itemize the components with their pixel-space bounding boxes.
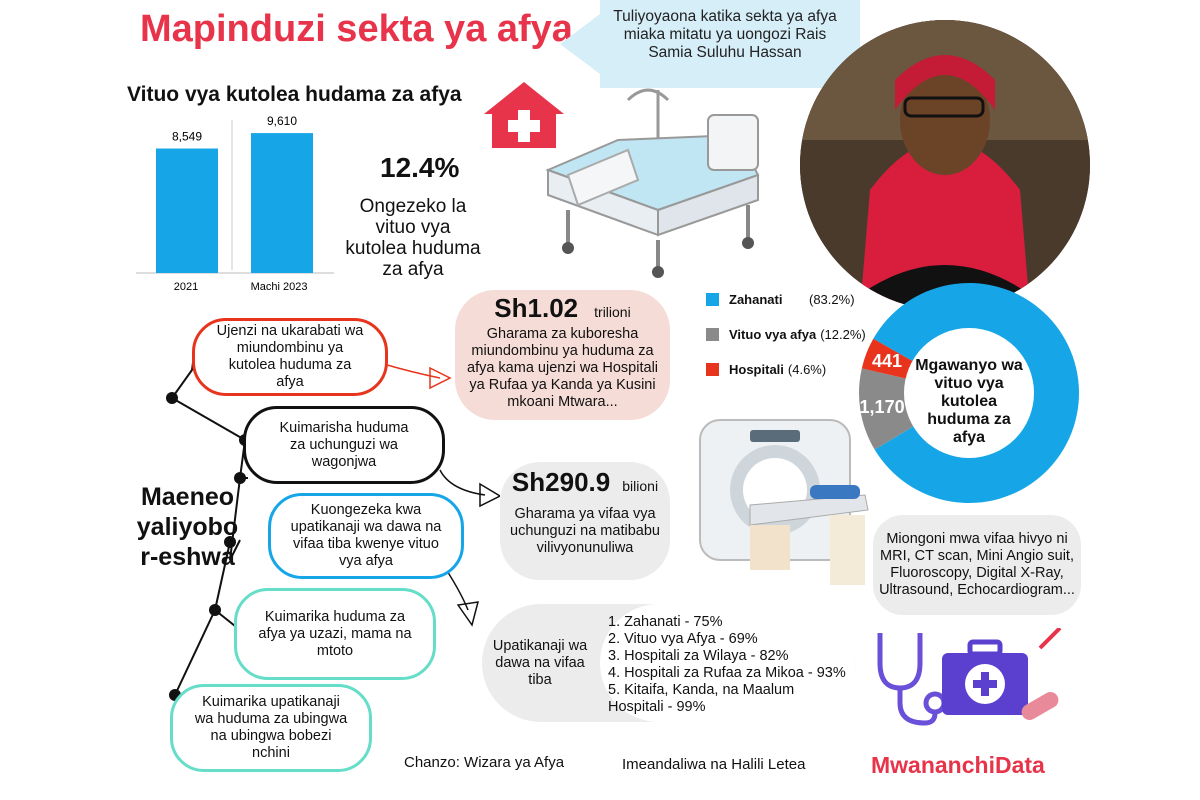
infra-unit: trilioni (594, 304, 631, 320)
area-label: Kuimarika huduma za afya ya uzazi, mama na mtoto (258, 608, 412, 659)
legend-percent: (83.2%) (809, 292, 855, 307)
quote-bubble (560, 0, 860, 88)
area-label: Kuongezeka kwa upatikanaji wa dawa na vifaa tiba kwenye vituo vya afya (290, 502, 442, 569)
legend-item (706, 292, 866, 307)
donut-legend (706, 292, 866, 377)
area-pill-specialist (170, 684, 372, 772)
area-pill-medicines (268, 493, 464, 579)
legend-percent: (4.6%) (787, 362, 827, 377)
availability-item: 1. Zahanati - 75% (608, 614, 723, 630)
page-title: Mapinduzi sekta ya afya (140, 8, 573, 50)
slice-label: 441 (871, 351, 903, 372)
medical-kit-icon (942, 642, 1028, 715)
slice-label: 1,170 (859, 396, 905, 417)
legend-percent: (12.2%) (820, 327, 866, 342)
source-note: Chanzo: Wizara ya Afya (404, 754, 565, 771)
bar-value-label: 9,610 (266, 114, 298, 129)
bar-chart (136, 110, 336, 300)
equip-description: Gharama ya vifaa vya uchunguzi na matibabu vilivyonunuliwa (510, 506, 660, 556)
infra-amount: Sh1.02 (494, 293, 579, 323)
legend-swatch (706, 328, 719, 341)
equip-unit: bilioni (622, 478, 659, 494)
bar-2021 (156, 149, 218, 273)
brand-logo: MwananchiData (871, 752, 1045, 778)
area-pill-maternal (234, 588, 436, 680)
area-label: Kuimarika upatikanaji wa huduma za ubingwa na ubingwa bobezi nchini (194, 694, 348, 761)
legend-item (706, 327, 866, 342)
bar-chart-title: Vituo vya kutolea hudama za afya (127, 83, 462, 106)
legend-swatch (706, 363, 719, 376)
growth-percent: 12.4% (380, 152, 460, 183)
infra-description: Gharama za kuboresha miundombinu ya huduma za afya kama ujenzi wa Hospitali ya Rufaa ya Kanda ya Kusini mkoani Mtwara... (467, 326, 659, 410)
legend-label: Vituo vya afya (729, 327, 817, 342)
bar-value-label: 8,549 (171, 129, 203, 144)
area-label: Ujenzi na ukarabati wa miundombinu ya kutolea huduma za afya (216, 323, 364, 390)
legend-swatch (706, 293, 719, 306)
bar-category-label: 2021 (173, 281, 199, 293)
area-pill-diagnostics (243, 406, 445, 484)
equip-funding-bubble (500, 462, 670, 580)
prepared-by: Imeandaliwa na Halili Letea (622, 756, 806, 773)
quote-text: Tuliyoyaona katika sekta ya afya miaka mitatu ya uongozi Rais Samia Suluhu Hassan (613, 8, 837, 61)
mri-scanner-icon (690, 415, 870, 590)
bar-category-label: Machi 2023 (250, 281, 308, 293)
bar-machi-2023 (251, 133, 313, 273)
availability-item: 5. Kitaifa, Kanda, na Maalum Hospitali - 99% (608, 682, 795, 715)
legend-item (706, 362, 866, 377)
legend-label: Zahanati (729, 292, 783, 307)
stethoscope-icon (880, 633, 944, 723)
donut-center-label: Mgawanyo wa vituo vya kutolea huduma za afya (915, 357, 1023, 446)
areas-heading: Maeneo yaliyobor-eshwa (136, 483, 239, 571)
medical-icons (870, 628, 1070, 733)
legend-label: Hospitali (729, 362, 784, 377)
area-pill-infrastructure (192, 318, 388, 396)
availability-list (608, 614, 848, 716)
equipment-note: Miongoni mwa vifaa hivyo ni MRI, CT scan, Mini Angio suit, Fluoroscopy, Digital X-Ray, Ultrasound, Echocardiogram... (873, 515, 1081, 615)
growth-label: Ongezeko la vituo vya kutolea huduma za afya (345, 196, 481, 280)
portrait-photo (800, 20, 1090, 310)
area-label: Kuimarisha huduma za uchunguzi wa wagonjwa (279, 419, 409, 470)
availability-item: 4. Hospitali za Rufaa za Mikoa - 93% (608, 665, 846, 681)
hospital-bed-icon (528, 80, 783, 280)
equip-amount: Sh290.9 (511, 467, 611, 497)
availability-item: 3. Hospitali za Wilaya - 82% (608, 648, 789, 664)
availability-item: 2. Vituo vya Afya - 69% (608, 631, 758, 647)
availability-label: Upatikanaji wa dawa na vifaa tiba (492, 638, 588, 688)
